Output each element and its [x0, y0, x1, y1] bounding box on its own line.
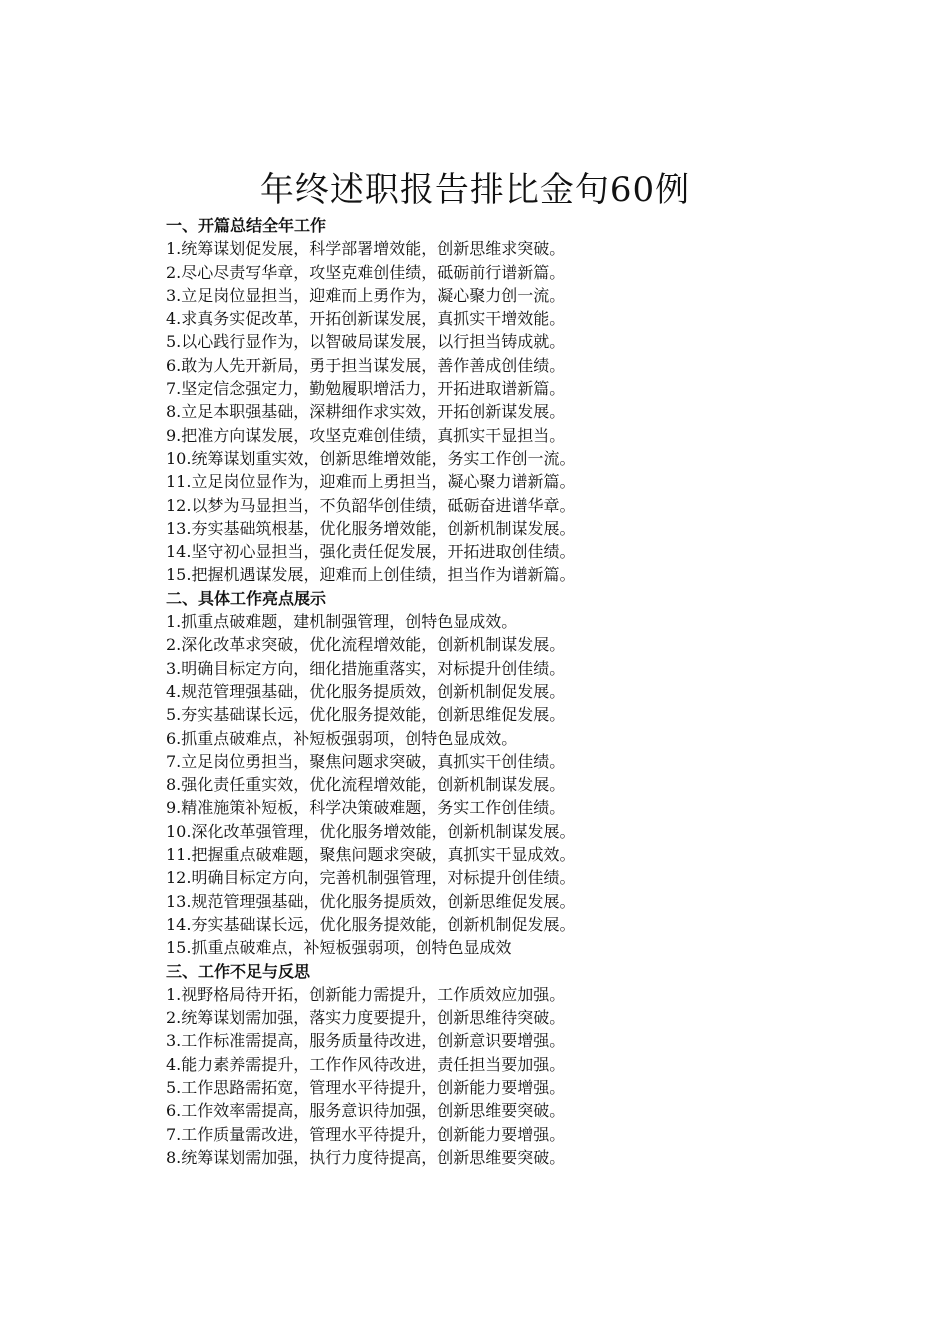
list-item: 2.深化改革求突破，优化流程增效能，创新机制谋发展。 [166, 635, 566, 655]
list-item: 4.规范管理强基础，优化服务提质效，创新机制促发展。 [166, 681, 566, 701]
list-item: 15.抓重点破难点，补短板强弱项，创特色显成效 [166, 938, 512, 958]
list-item: 13.夯实基础筑根基，优化服务增效能，创新机制谋发展。 [166, 518, 576, 538]
list-item: 8.立足本职强基础，深耕细作求实效，开拓创新谋发展。 [166, 402, 566, 422]
section-shortcomings-reflection [166, 960, 926, 1170]
list-item: 12.以梦为马显担当，不负韶华创佳绩，砥砺奋进谱华章。 [166, 495, 576, 515]
list-item: 5.夯实基础谋长远，优化服务提效能，创新思维促发展。 [166, 705, 566, 725]
list-item: 1.抓重点破难题，建机制强管理，创特色显成效。 [166, 612, 518, 632]
document-body [166, 214, 926, 1169]
list-item: 4.能力素养需提升，工作作风待改进，责任担当要加强。 [166, 1054, 566, 1074]
list-item: 2.统筹谋划需加强，落实力度要提升，创新思维待突破。 [166, 1008, 566, 1028]
list-item: 3.工作标准需提高，服务质量待改进，创新意识要增强。 [166, 1031, 566, 1051]
list-item: 2.尽心尽责写华章，攻坚克难创佳绩，砥砺前行谱新篇。 [166, 262, 566, 282]
list-item: 5.以心践行显作为，以智破局谋发展，以行担当铸成就。 [166, 332, 566, 352]
list-item: 8.统筹谋划需加强，执行力度待提高，创新思维要突破。 [166, 1147, 566, 1167]
list-item: 6.敢为人先开新局，勇于担当谋发展，善作善成创佳绩。 [166, 355, 566, 375]
list-item: 4.求真务实促改革，开拓创新谋发展，真抓实干增效能。 [166, 309, 566, 329]
section-heading: 二、具体工作亮点展示 [166, 588, 327, 608]
list-item: 7.坚定信念强定力，勤勉履职增活力，开拓进取谱新篇。 [166, 379, 566, 399]
list-item: 10.深化改革强管理，优化服务增效能，创新机制谋发展。 [166, 821, 576, 841]
list-item: 6.工作效率需提高，服务意识待加强，创新思维要突破。 [166, 1101, 566, 1121]
document-title: 年终述职报告排比金句60例 [259, 170, 691, 210]
list-item: 9.精准施策补短板，科学决策破难题，务实工作创佳绩。 [166, 798, 566, 818]
list-item: 3.立足岗位显担当，迎难而上勇作为，凝心聚力创一流。 [166, 285, 566, 305]
list-item: 11.把握重点破难题，聚焦问题求突破，真抓实干显成效。 [166, 845, 576, 865]
list-item: 5.工作思路需拓宽，管理水平待提升，创新能力要增强。 [166, 1077, 566, 1097]
list-item: 6.抓重点破难点，补短板强弱项，创特色显成效。 [166, 728, 518, 748]
section-heading: 三、工作不足与反思 [166, 961, 311, 981]
list-item: 12.明确目标定方向，完善机制强管理，对标提升创佳绩。 [166, 868, 576, 888]
section-work-highlights [166, 587, 926, 960]
list-item: 3.明确目标定方向，细化措施重落实，对标提升创佳绩。 [166, 658, 566, 678]
list-item: 8.强化责任重实效，优化流程增效能，创新机制谋发展。 [166, 775, 566, 795]
list-item: 13.规范管理强基础，优化服务提质效，创新思维促发展。 [166, 891, 576, 911]
list-item: 14.夯实基础谋长远，优化服务提效能，创新机制促发展。 [166, 914, 576, 934]
list-item: 9.把准方向谋发展，攻坚克难创佳绩，真抓实干显担当。 [166, 425, 566, 445]
list-item: 1.视野格局待开拓，创新能力需提升，工作质效应加强。 [166, 984, 566, 1004]
section-heading: 一、开篇总结全年工作 [166, 216, 327, 235]
list-item: 11.立足岗位显作为，迎难而上勇担当，凝心聚力谱新篇。 [166, 472, 576, 492]
list-item: 7.工作质量需改进，管理水平待提升，创新能力要增强。 [166, 1124, 566, 1144]
list-item: 15.把握机遇谋发展，迎难而上创佳绩，担当作为谱新篇。 [166, 565, 576, 585]
list-item: 10.统筹谋划重实效，创新思维增效能，务实工作创一流。 [166, 448, 576, 468]
list-item: 1.统筹谋划促发展，科学部署增效能，创新思维求突破。 [166, 239, 566, 259]
section-opening-summary [166, 214, 926, 587]
list-item: 14.坚守初心显担当，强化责任促发展，开拓进取创佳绩。 [166, 542, 576, 562]
list-item: 7.立足岗位勇担当，聚焦问题求突破，真抓实干创佳绩。 [166, 751, 566, 771]
